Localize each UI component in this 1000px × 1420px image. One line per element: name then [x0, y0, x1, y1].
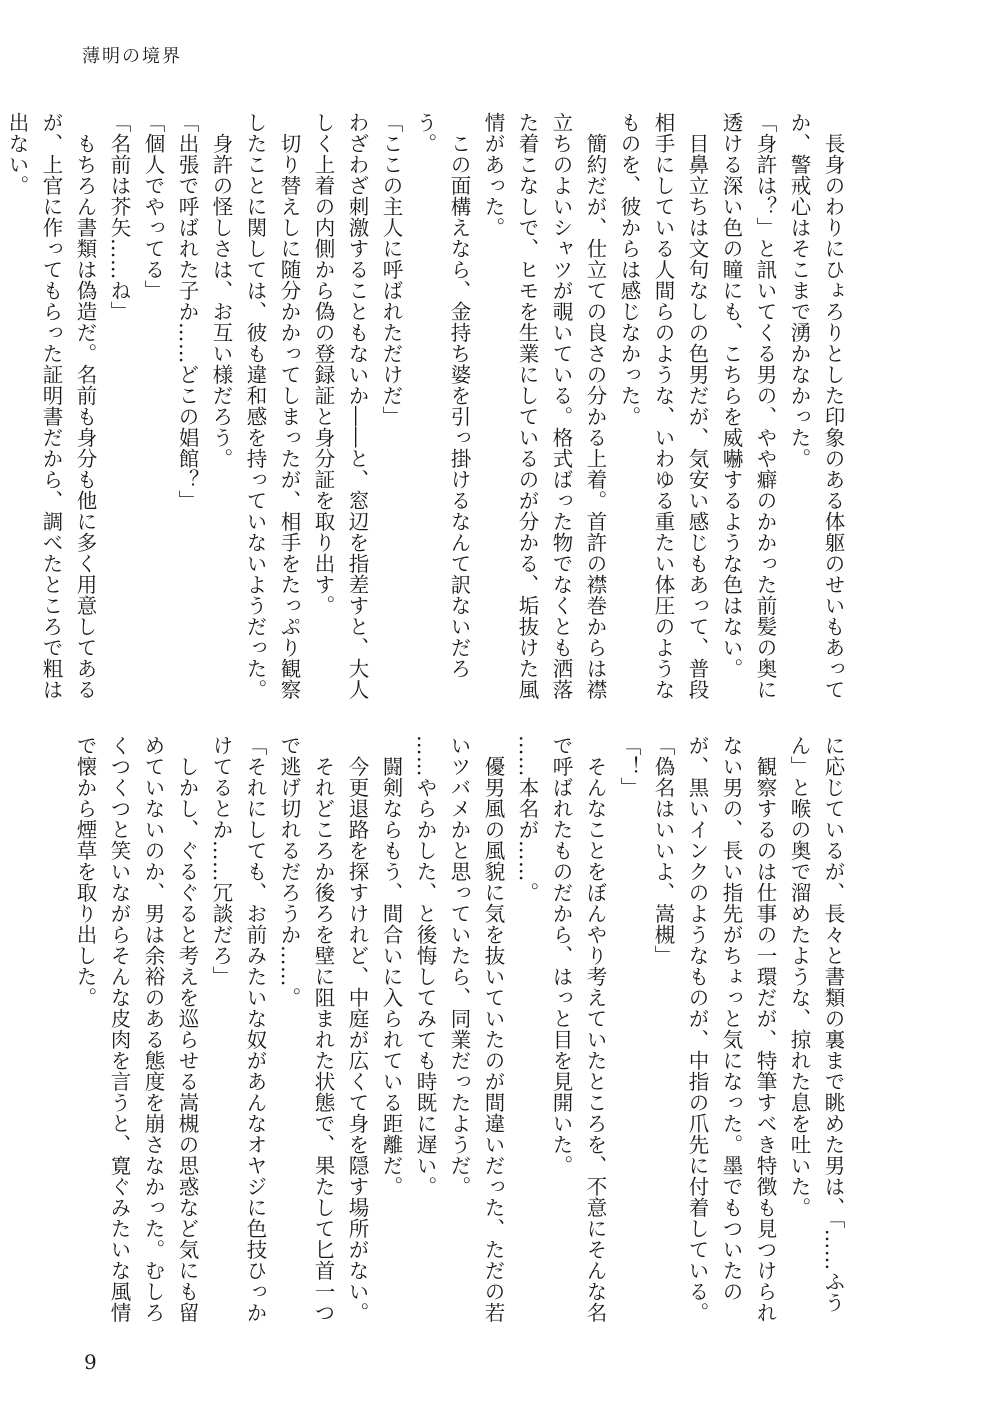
paragraph: 身許の怪しさは、お互い様だろう。: [209, 132, 233, 469]
text-block-lower: [60, 735, 850, 1331]
paragraph: ……やらかした、と後悔してみても時既に遅い。: [413, 735, 437, 1197]
paragraph: 長身のわりにひょろりとした印象のある体躯のせいもあってか、警戒心はそこまで湧かなかった。: [787, 112, 845, 700]
paragraph: そんなことをぼんやり考えていたところを、不意にそんな名で呼ばれたものだから、はっと目を見開いた。: [549, 735, 607, 1323]
paragraph: 「個人でやってる」: [141, 112, 165, 301]
paragraph: わざわざ刺激することもないか――と、窓辺を指差すと、大人しく上着の内側から偽の登録証と身分証を取り出す。: [311, 112, 369, 700]
paragraph: 「出張で呼ばれた子か……どこの娼館？」: [175, 112, 199, 511]
paragraph: 「ここの主人に呼ばれただけだ」: [379, 112, 403, 427]
paragraph: ……本名が……。: [515, 735, 539, 903]
paragraph: もちろん書類は偽造だ。名前も身分も他に多く用意してあるが、上官に作ってもらった証明書だから、調べたところで粗は出ない。: [5, 112, 97, 700]
paragraph: 優男風の風貌に気を抜いていたのが間違いだった、ただの若いツバメかと思っていたら、同業だったようだ。: [447, 735, 505, 1323]
paragraph: 今更退路を探すけれど、中庭が広くて身を隠す場所がない。: [345, 755, 369, 1323]
paragraph: しかし、ぐるぐると考えを巡らせる嵩槻の思惑など気にも留めていないのか、男は余裕のある態度を崩さなかった。むしろくつくつと笑いながらそんな皮肉を言うと、寛ぐみたいな風情で懐から煙草を取り出した。: [73, 735, 199, 1323]
paragraph: 「身許は？」と訊いてくる男の、やや癖のかかった前髪の奥に透ける深い色の瞳にも、こちらを威嚇するような色はない。: [719, 112, 777, 700]
text-block-upper: [5, 112, 850, 702]
paragraph: この面構えなら、金持ち婆を引っ掛けるなんて訳ないだろう。: [413, 112, 471, 679]
paragraph: それどころか後ろを壁に阻まれた状態で、果たして匕首一つで逃げ切れるだろうか……。: [277, 735, 335, 1323]
paragraph: 「それにしても、お前みたいな奴があんなオヤジに色技ひっかけてるとか……冗談だろ」: [209, 735, 267, 1323]
paragraph: 簡約だが、仕立ての良さの分かる上着。首許の襟巻からは襟立ちのよいシャツが覗いている。格式ばった物でなくとも洒落た着こなしで、ヒモを生業にしているのが分かる、垢抜けた風情があった。: [481, 112, 607, 700]
paragraph: に応じているが、長々と書類の裏まで眺めた男は、「……ふうん」と喉の奥で溜めたような、掠れた息を吐いた。: [787, 735, 845, 1313]
paragraph: 観察するのは仕事の一環だが、特筆すべき特徴も見つけられない男の、長い指先がちょっと気になった。墨でもついたのが、黒いインクのようなものが、中指の爪先に付着している。: [685, 735, 777, 1323]
paragraph: 「名前は芥矢……ね」: [107, 112, 131, 322]
paragraph: 闘剣ならもう、間合いに入られている距離だ。: [379, 755, 403, 1197]
paragraph: 目鼻立ちは文句なしの色男だが、気安い感じもあって、普段相手にしている人間らのような、いわゆる重たい体圧のようなものを、彼からは感じなかった。: [617, 112, 709, 700]
paragraph: 「！」: [617, 735, 641, 798]
paragraph: 「偽名はいいよ、嵩槻」: [651, 735, 675, 966]
running-head-title: 薄明の境界: [82, 46, 182, 67]
paragraph: 切り替えしに随分かかってしまったが、相手をたっぷり観察したことに関しては、彼も違和感を持っていないようだった。: [243, 112, 301, 700]
page-number: 9: [84, 1350, 97, 1374]
